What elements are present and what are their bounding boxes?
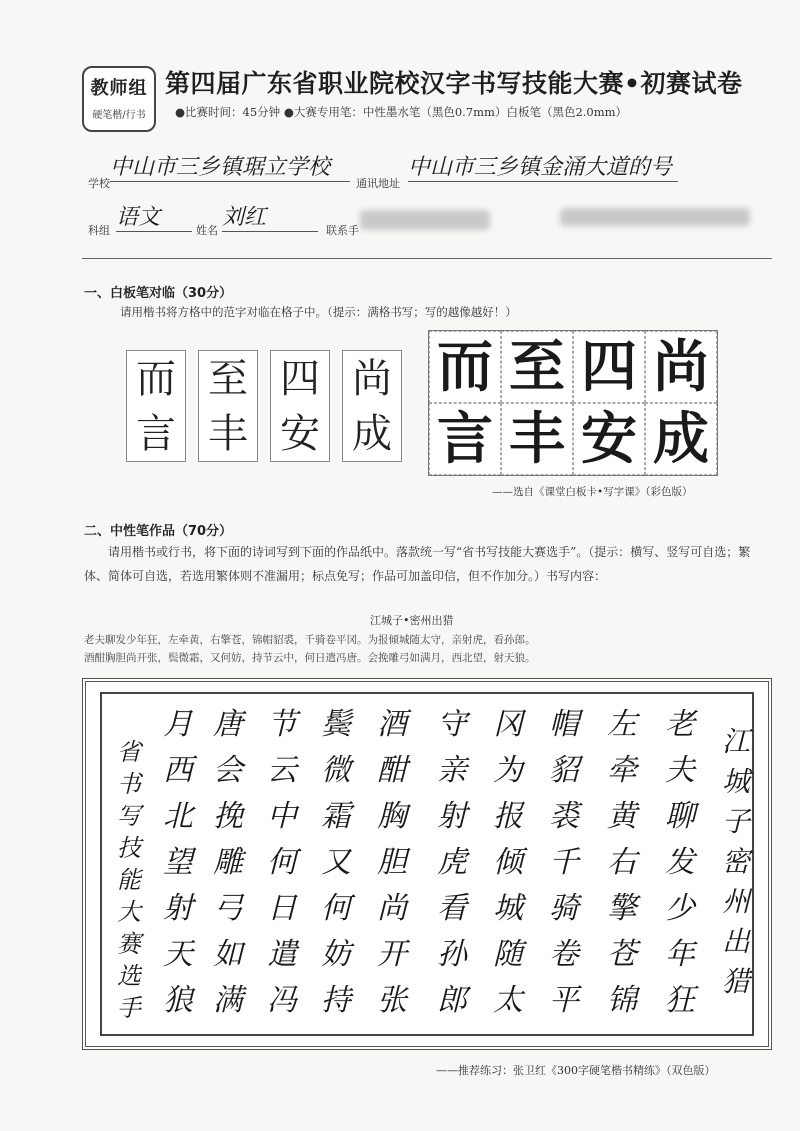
sample-char: 安 xyxy=(280,410,320,457)
section2-title: 二、中性笔作品（70分） xyxy=(84,524,233,539)
subject-label: 科组 xyxy=(88,224,110,237)
practice-cell[interactable]: 至 xyxy=(501,331,573,403)
artwork-char: 北 xyxy=(163,799,193,834)
signature-char: 省 xyxy=(117,738,141,766)
section2-instruction: 请用楷书或行书，将下面的诗词写到下面的作品纸中。落款统一写“省书写技能大赛选手”。（提示：横写、竖写可自选；繁体、简体可自选，若选用繁体则不准漏用；标点免写；作品可加盖印信，但不作加分。）书写内容： xyxy=(84,545,751,583)
address-field[interactable]: 中山市三乡镇金涌大道的号 xyxy=(408,150,678,182)
artwork-char: 平 xyxy=(549,983,579,1018)
artwork-column xyxy=(262,702,302,1024)
subject-field[interactable]: 语文 xyxy=(116,200,192,232)
artwork-char: 左 xyxy=(607,707,637,742)
sample-box-3 xyxy=(270,350,330,462)
artwork-char: 城 xyxy=(493,891,523,926)
artwork-char: 年 xyxy=(665,937,695,972)
artwork-char: 节 xyxy=(267,707,297,742)
artwork-char: 江 xyxy=(721,725,750,758)
artwork-char: 胆 xyxy=(377,845,407,880)
artwork-char: 月 xyxy=(163,707,193,742)
artwork-title-column xyxy=(718,722,754,1002)
signature-char: 选 xyxy=(117,962,141,990)
artwork-column xyxy=(432,702,472,1024)
artwork-char: 密 xyxy=(721,845,750,878)
artwork-column xyxy=(158,702,198,1024)
signature-char: 书 xyxy=(117,770,141,798)
sample-char: 而 xyxy=(136,355,176,402)
practice-cell[interactable]: 言 xyxy=(429,403,501,475)
sample-char: 至 xyxy=(208,355,248,402)
section1-instruction: 请用楷书将方格中的范字对临在格子中。（提示：满格书写；写的越像越好！） xyxy=(120,305,517,319)
practice-cell[interactable]: 安 xyxy=(573,403,645,475)
artwork-char: 子 xyxy=(721,805,750,838)
sample-box-2 xyxy=(198,350,258,462)
artwork-char: 州 xyxy=(721,885,750,918)
artwork-char: 裘 xyxy=(549,799,579,834)
sample-char: 成 xyxy=(352,410,392,457)
practice-cell[interactable]: 四 xyxy=(573,331,645,403)
artwork-char: 中 xyxy=(267,799,297,834)
artwork-char: 猎 xyxy=(721,965,750,998)
phone-redacted xyxy=(360,210,490,230)
artwork-char: 开 xyxy=(377,937,407,972)
artwork-column xyxy=(208,702,248,1024)
poem-line-2: 酒酣胸胆尚开张，鬓微霜，又何妨，持节云中，何日遣冯唐。会挽雕弓如满月，西北望，射天狼。 xyxy=(84,652,536,664)
practice-cell[interactable]: 而 xyxy=(429,331,501,403)
artwork-char: 酣 xyxy=(377,753,407,788)
artwork-char: 太 xyxy=(493,983,523,1018)
artwork-char: 骑 xyxy=(549,891,579,926)
artwork-char: 孙 xyxy=(437,937,467,972)
artwork-char: 会 xyxy=(213,753,243,788)
artwork-char: 发 xyxy=(665,845,695,880)
name-field[interactable]: 刘红 xyxy=(222,200,318,232)
sample-char: 尚 xyxy=(352,355,392,402)
artwork-char: 随 xyxy=(493,937,523,972)
exam-info: ●比赛时间：45分钟 ●大赛专用笔：中性墨水笔（黑色0.7mm）白板笔（黑色2.0mm） xyxy=(175,105,628,119)
sample-box-4 xyxy=(342,350,402,462)
phone-label: 联系手 xyxy=(326,224,359,237)
section1-source: ——选自《课堂白板卡•写字课》（彩色版） xyxy=(492,486,693,498)
artwork-char: 亲 xyxy=(437,753,467,788)
artwork-char: 射 xyxy=(163,891,193,926)
artwork-char: 唐 xyxy=(213,707,243,742)
page-title: 第四届广东省职业院校汉字书写技能大赛•初赛试卷 xyxy=(165,69,743,98)
school-label: 学校 xyxy=(88,177,110,190)
sample-char: 言 xyxy=(136,410,176,457)
artwork-char: 老 xyxy=(665,707,695,742)
artwork-char: 挽 xyxy=(213,799,243,834)
signature-char: 赛 xyxy=(117,930,141,958)
artwork-char: 射 xyxy=(437,799,467,834)
artwork-char: 妨 xyxy=(321,937,351,972)
artwork-char: 满 xyxy=(213,983,243,1018)
artwork-char: 日 xyxy=(267,891,297,926)
artwork-char: 霜 xyxy=(321,799,351,834)
artwork-char: 冯 xyxy=(267,983,297,1018)
artwork-char: 聊 xyxy=(665,799,695,834)
artwork-char: 云 xyxy=(267,753,297,788)
header-divider xyxy=(82,258,772,259)
address-label: 通讯地址 xyxy=(356,177,400,190)
artwork-char: 虎 xyxy=(437,845,467,880)
artwork-char: 天 xyxy=(163,937,193,972)
signature-char: 能 xyxy=(117,866,141,894)
artwork-char: 狼 xyxy=(163,983,193,1018)
signature-char: 大 xyxy=(117,898,141,926)
poem-line-1: 老夫聊发少年狂，左牵黄，右擎苍，锦帽貂裘，千骑卷平冈。为报倾城随太守，亲射虎，看孙郎。 xyxy=(84,634,536,646)
practice-cell[interactable]: 丰 xyxy=(501,403,573,475)
artwork-char: 望 xyxy=(163,845,193,880)
artwork-char: 尚 xyxy=(377,891,407,926)
artwork-char: 为 xyxy=(493,753,523,788)
artwork-char: 看 xyxy=(437,891,467,926)
artwork-column xyxy=(544,702,584,1024)
artwork-char: 如 xyxy=(213,937,243,972)
artwork-char: 遣 xyxy=(267,937,297,972)
signature-char: 技 xyxy=(117,834,141,862)
email-redacted xyxy=(560,208,750,226)
practice-cell[interactable]: 成 xyxy=(645,403,717,475)
artwork-char: 夫 xyxy=(665,753,695,788)
artwork-char: 锦 xyxy=(607,983,637,1018)
artwork-column xyxy=(602,702,642,1024)
poem-title: 江城子•密州出猎 xyxy=(370,614,454,627)
artwork-char: 少 xyxy=(665,891,695,926)
artwork-char: 狂 xyxy=(665,983,695,1018)
sample-char: 四 xyxy=(280,355,320,402)
artwork-char: 苍 xyxy=(607,937,637,972)
artwork-char: 胸 xyxy=(377,799,407,834)
artwork-char: 擎 xyxy=(607,891,637,926)
artwork-char: 郎 xyxy=(437,983,467,1018)
artwork-char: 右 xyxy=(607,845,637,880)
artwork-char: 弓 xyxy=(213,891,243,926)
artwork-char: 又 xyxy=(321,845,351,880)
group-badge xyxy=(82,66,156,132)
school-field[interactable]: 中山市三乡镇琚立学校 xyxy=(110,150,350,182)
signature-column xyxy=(114,736,144,1024)
practice-cell[interactable]: 尚 xyxy=(645,331,717,403)
group-label: 教师组 xyxy=(90,78,148,99)
artwork-char: 鬓 xyxy=(321,707,351,742)
artwork-char: 何 xyxy=(267,845,297,880)
group-sublabel: 硬笔楷/行书 xyxy=(92,110,146,121)
artwork-column xyxy=(660,702,700,1024)
artwork-paper[interactable] xyxy=(100,692,754,1036)
sample-box-1 xyxy=(126,350,186,462)
artwork-char: 何 xyxy=(321,891,351,926)
sample-char: 丰 xyxy=(208,410,248,457)
artwork-char: 西 xyxy=(163,753,193,788)
artwork-char: 卷 xyxy=(549,937,579,972)
artwork-column xyxy=(488,702,528,1024)
artwork-char: 出 xyxy=(721,925,750,958)
artwork-char: 貂 xyxy=(549,753,579,788)
signature-char: 写 xyxy=(117,802,141,830)
artwork-char: 城 xyxy=(721,765,750,798)
artwork-char: 守 xyxy=(437,707,467,742)
artwork-char: 倾 xyxy=(493,845,523,880)
signature-char: 手 xyxy=(117,994,141,1022)
artwork-char: 持 xyxy=(321,983,351,1018)
artwork-char: 微 xyxy=(321,753,351,788)
name-label: 姓名 xyxy=(196,224,218,237)
artwork-column xyxy=(372,702,412,1024)
artwork-char: 牵 xyxy=(607,753,637,788)
artwork-char: 帽 xyxy=(549,707,579,742)
section1-title: 一、白板笔对临（30分） xyxy=(84,286,233,301)
artwork-char: 报 xyxy=(493,799,523,834)
practice-grid[interactable] xyxy=(428,330,718,476)
artwork-char: 雕 xyxy=(213,845,243,880)
artwork-char: 千 xyxy=(549,845,579,880)
artwork-char: 黄 xyxy=(607,799,637,834)
recommend-note: ——推荐练习：张卫红《300字硬笔楷书精练》（双色版） xyxy=(436,1064,716,1077)
artwork-char: 冈 xyxy=(493,707,523,742)
artwork-column xyxy=(316,702,356,1024)
artwork-char: 酒 xyxy=(377,707,407,742)
artwork-char: 张 xyxy=(377,983,407,1018)
